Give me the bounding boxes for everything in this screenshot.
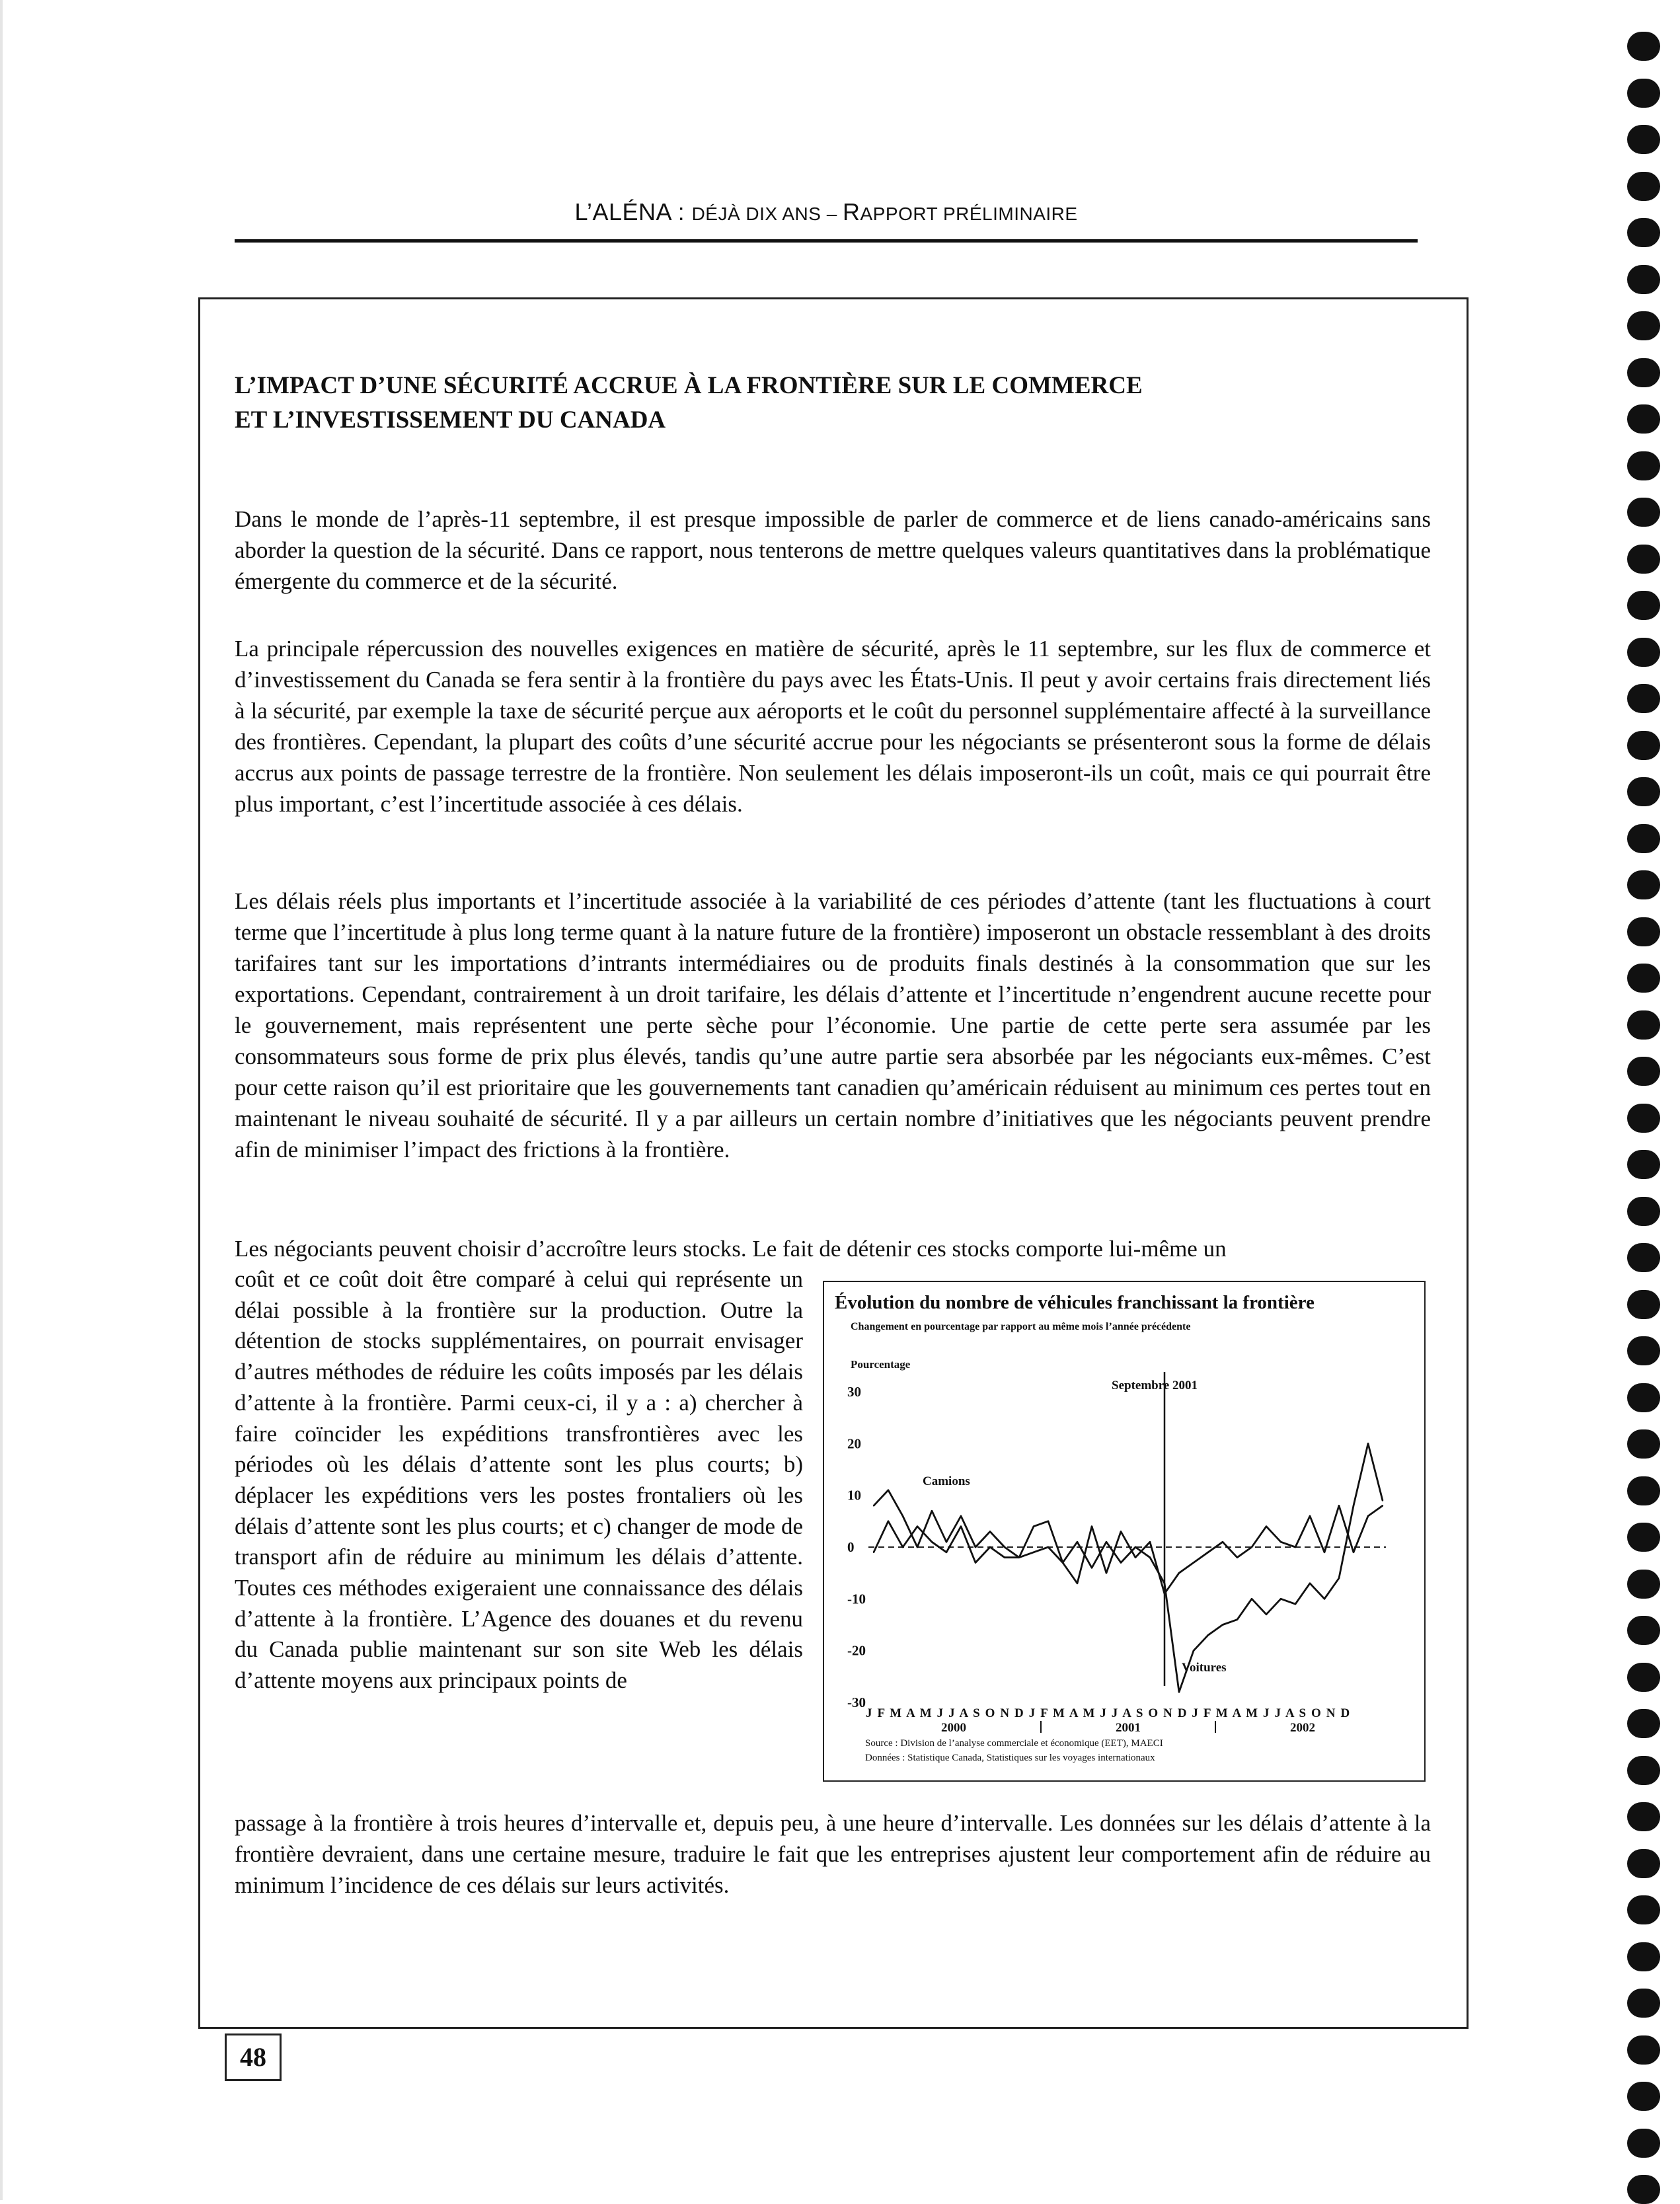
chart-point-0 [1295,1546,1296,1548]
chart-box [823,1281,1426,1782]
binding-hole [1627,2035,1660,2065]
binding-hole [1627,311,1660,340]
chart-point-0 [1324,1552,1325,1553]
chart-point-1 [917,1525,918,1527]
binding-hole [1627,917,1660,946]
chart-point-1 [1207,1634,1209,1636]
header-report-cap: R [843,198,860,225]
binding-hole [1627,79,1660,108]
chart-y-tick-label: 30 [847,1384,861,1400]
binding-hole [1627,1942,1660,1971]
chart-ylabel: Pourcentage [851,1358,911,1371]
binding-hole [1627,731,1660,760]
binding-hole [1627,2082,1660,2111]
binding-hole [1627,638,1660,667]
chart-point-0 [1237,1556,1238,1558]
chart-point-0 [902,1515,903,1517]
chart-point-1 [1120,1562,1122,1563]
chart-point-1 [1295,1603,1296,1605]
binding-hole [1627,1802,1660,1831]
chart-point-0 [1251,1546,1252,1548]
paragraph-2: La principale répercussion des nouvelles exigences en matière de sécurité, après le 11 septembre, sur les flux de commerce et d’investissement du Canada se fera sentir à la frontière du pays avec les États-Unis. Il peut y avoir certains frais directement liés à la sécurité, par exemple la taxe de sécurité perçue aux aéroports et le coût du personnel supplémentaire affecté à la surveillance des frontières. Cependant, la plupart des coûts d’une sécurité accrue pour les négociants se présenteront sous la forme de délais accrus aux points de passage terrestre de la frontière. Non seulement les délais imposeront-ils un coût, mais ce qui pourrait être plus important, c’est l’incertitude associée à ces délais. [235,636,1431,817]
chart-y-tick-label: 20 [847,1435,861,1452]
chart-point-0 [1106,1572,1107,1574]
chart-point-1 [1048,1546,1049,1548]
binding-hole [1627,1150,1660,1179]
section-title-line1: L’IMPACT D’UNE SÉCURITÉ ACCRUE À LA FRONTIÈRE SUR LE COMMERCE [235,372,1143,399]
binding-hole [1627,404,1660,434]
chart-point-1 [1091,1567,1092,1568]
binding-hole [1627,32,1660,61]
chart-point-0 [946,1541,947,1542]
chart-point-0 [1338,1505,1340,1506]
chart-point-1 [1251,1598,1252,1599]
chart-point-0 [1077,1583,1078,1584]
chart-point-1 [1237,1618,1238,1620]
chart-point-1 [1164,1583,1165,1584]
header-title-sep: : [671,198,692,225]
chart-data-note: Données : Statistique Canada, Statistiques sur les voyages internationaux [865,1753,1155,1763]
binding-hole [1627,1989,1660,2018]
chart-point-0 [1048,1521,1049,1522]
chart-point-0 [1178,1572,1180,1574]
scan-edge [0,0,3,2200]
chart-point-0 [1309,1515,1311,1517]
chart-y-tick-label: 10 [847,1487,861,1503]
binding-hole [1627,218,1660,247]
binding-hole [1627,1663,1660,1692]
chart-point-1 [989,1546,991,1548]
chart-point-0 [989,1531,991,1532]
chart-point-1 [975,1562,976,1563]
chart-svg [824,1282,1424,1780]
running-header [235,198,1418,226]
chart-point-1 [873,1552,874,1553]
chart-point-1 [1280,1598,1281,1599]
chart-point-1 [960,1525,962,1527]
paragraph-1: Dans le monde de l’après-11 septembre, il est presque impossible de parler de commerce et de liens canado-américains sans aborder la question de la sécurité. Dans ce rapport, nous tenterons de mettre quelques valeurs quantitatives dans la problématique émergente du commerce et de la sécurité. [235,506,1431,594]
binding-hole [1627,870,1660,899]
chart-point-1 [1106,1541,1107,1542]
chart-y-tick-label: -20 [847,1642,866,1659]
chart-subtitle: Changement en pourcentage par rapport au même mois l’année précédente [851,1321,1191,1332]
chart-year-label: 2002 [1290,1721,1315,1735]
chart-point-1 [1193,1650,1194,1651]
binding-hole [1627,265,1660,294]
chart-point-0 [1135,1556,1136,1558]
chart-point-1 [1266,1614,1267,1615]
chart-y-tick-label: -10 [847,1591,866,1607]
binding-hole [1627,1057,1660,1086]
binding-hole [1627,1243,1660,1272]
binding-hole [1627,824,1660,853]
binding-hole [1627,545,1660,574]
chart-year-label: 2001 [1116,1721,1141,1735]
chart-point-1 [1324,1598,1325,1599]
binding-hole [1627,451,1660,480]
paragraph-3: Les délais réels plus importants et l’incertitude associée à la variabilité de ces périodes d’attente (tant les fluctuations à court terme que l’incertitude à plus long terme quant à la nature future de la frontière) imposeront un obstacle ressemblant à des droits tarifaires tant sur les importations d’intrants intermédiaires ou de produits finals destinés à la consommation que sur les exportations. Cependant, contrairement à un droit tarifaire, les délais d’attente et l’incertitude n’engendrent aucune recette pour le gouvernement, mais représentent une perte sèche pour l’économie. Une partie de cette perte sera assumée par les consommateurs sous forme de prix plus élevés, tandis qu’une autre partie sera absorbée par les négociants eux-mêmes. C’est pour cette raison qu’il est prioritaire que les gouvernements tant canadien qu’américain réduisent au minimum ces pertes tout en maintenant le niveau souhaité de sécurité. Il y a par ailleurs un certain nombre d’initiatives que les négociants peuvent prendre afin de minimiser l’impact des frictions à la frontière. [235,888,1431,1162]
chart-series-label-0: Camions [923,1474,970,1488]
binding-hole [1627,1756,1660,1785]
section-title [235,369,1424,437]
paragraph-4-first-line: Les négociants peuvent choisir d’accroître leurs stocks. Le fait de détenir ces stocks comporte lui-même un [235,1236,1227,1262]
binding-hole [1627,1383,1660,1412]
binding-hole [1627,172,1660,201]
chart-point-0 [1120,1531,1122,1532]
chart-point-0 [975,1546,976,1548]
binding-hole [1627,125,1660,154]
chart-point-0 [1091,1525,1092,1527]
chart-point-0 [1193,1562,1194,1563]
binding-hole [1627,1476,1660,1505]
binding-hole [1627,1429,1660,1459]
chart-point-0 [1033,1525,1034,1527]
chart-point-0 [1004,1546,1005,1548]
binding-hole [1627,684,1660,713]
chart-point-1 [1178,1691,1180,1692]
chart-series-line-0 [874,1490,1383,1594]
binding-hole [1627,1336,1660,1365]
header-report-rest: APPORT PRÉLIMINAIRE [860,204,1078,224]
paragraph-4-wrapped: coût et ce coût doit être comparé à celui qui représente un délai possible à la frontière sur la production. Outre la détention de stocks supplémentaires, on pourrait envisager d’autres méthodes de réduire les coûts imposés par les délais d’attente à la frontière. Parmi ceux-ci, il y a : a) chercher à faire coïncider les expéditions transfrontières avec les périodes où les délais d’attente sont les plus courts; b) déplacer les expéditions vers les postes frontaliers où les délais d’attente sont les plus courts; et c) changer de mode de transport afin de réduire au minimum les délais d’attente. Toutes ces méthodes exigeraient une connaissance des délais d’attente à la frontière. L’Agence des douanes et du revenu du Canada publie maintenant sur son site Web les délais d’attente moyens aux principaux points de [235,1266,803,1694]
chart-point-1 [1149,1556,1151,1558]
chart-point-1 [1338,1577,1340,1579]
chart-point-1 [1018,1556,1020,1558]
chart-point-0 [1266,1525,1267,1527]
chart-month-labels: J F M A M J J A S O N D J F M A M J J A S O N D J F M A M J J A S O N D [866,1706,1351,1720]
binding-hole [1627,1895,1660,1924]
binding-hole [1627,1709,1660,1738]
chart-point-1 [1367,1443,1369,1444]
chart-point-1 [1135,1546,1136,1548]
binding-hole [1627,1523,1660,1552]
page-number: 48 [225,2033,282,2081]
binding-hole [1627,2175,1660,2204]
binding-hole [1627,2129,1660,2158]
binding-holes [1627,0,1667,2200]
chart-point-1 [946,1552,947,1553]
binding-hole [1627,1104,1660,1133]
chart-point-0 [917,1546,918,1548]
binding-hole [1627,964,1660,993]
chart-point-1 [1353,1505,1354,1506]
chart-point-1 [931,1541,933,1542]
header-title-small: DÉJÀ DIX ANS – [691,204,843,224]
binding-hole [1627,591,1660,620]
binding-hole [1627,358,1660,387]
paragraph-4-tail: passage à la frontière à trois heures d’intervalle et, depuis peu, à une heure d’intervalle. Les données sur les délais d’attente à la frontière devraient, dans une certaine mesure, traduire le fait que les entreprises ajustent leur comportement afin de réduire au minimum l’incidence de ces délais sur leurs activités. [235,1810,1431,1898]
chart-point-1 [1004,1556,1005,1558]
chart-point-0 [1222,1541,1223,1542]
chart-point-0 [873,1505,874,1506]
chart-y-tick-label: -30 [847,1694,866,1710]
chart-point-0 [1149,1541,1151,1542]
chart-point-0 [888,1490,889,1491]
chart-annotation-label: Septembre 2001 [1112,1379,1198,1392]
chart-point-1 [1382,1500,1383,1501]
chart-y-tick-label: 0 [847,1539,855,1555]
chart-point-1 [1033,1552,1034,1553]
chart-point-0 [931,1510,933,1511]
binding-hole [1627,1290,1660,1319]
binding-hole [1627,1616,1660,1645]
header-title-main: L’ALÉNA [574,198,671,225]
chart-source: Source : Division de l’analyse commerciale et économique (EET), MAECI [865,1738,1163,1749]
binding-hole [1627,1849,1660,1878]
chart-point-1 [1077,1541,1078,1542]
chart-point-0 [1353,1552,1354,1553]
chart-point-1 [1309,1583,1311,1584]
chart-year-label: 2000 [941,1721,966,1735]
chart-point-0 [1280,1541,1281,1542]
chart-title: Évolution du nombre de véhicules franchissant la frontière [835,1292,1315,1313]
binding-hole [1627,1197,1660,1226]
chart-point-1 [888,1521,889,1522]
binding-hole [1627,498,1660,527]
binding-hole [1627,1570,1660,1599]
chart-point-1 [902,1546,903,1548]
chart-point-0 [1207,1552,1209,1553]
chart-point-0 [1367,1515,1369,1517]
header-rule [235,239,1418,243]
chart-point-0 [960,1515,962,1517]
chart-series-label-1: Voitures [1182,1661,1227,1675]
section-title-line2: ET L’INVESTISSEMENT DU CANADA [235,406,666,434]
binding-hole [1627,777,1660,806]
chart-point-0 [1382,1505,1383,1506]
binding-hole [1627,1010,1660,1040]
chart-point-1 [1062,1562,1063,1563]
chart-point-1 [1222,1624,1223,1625]
